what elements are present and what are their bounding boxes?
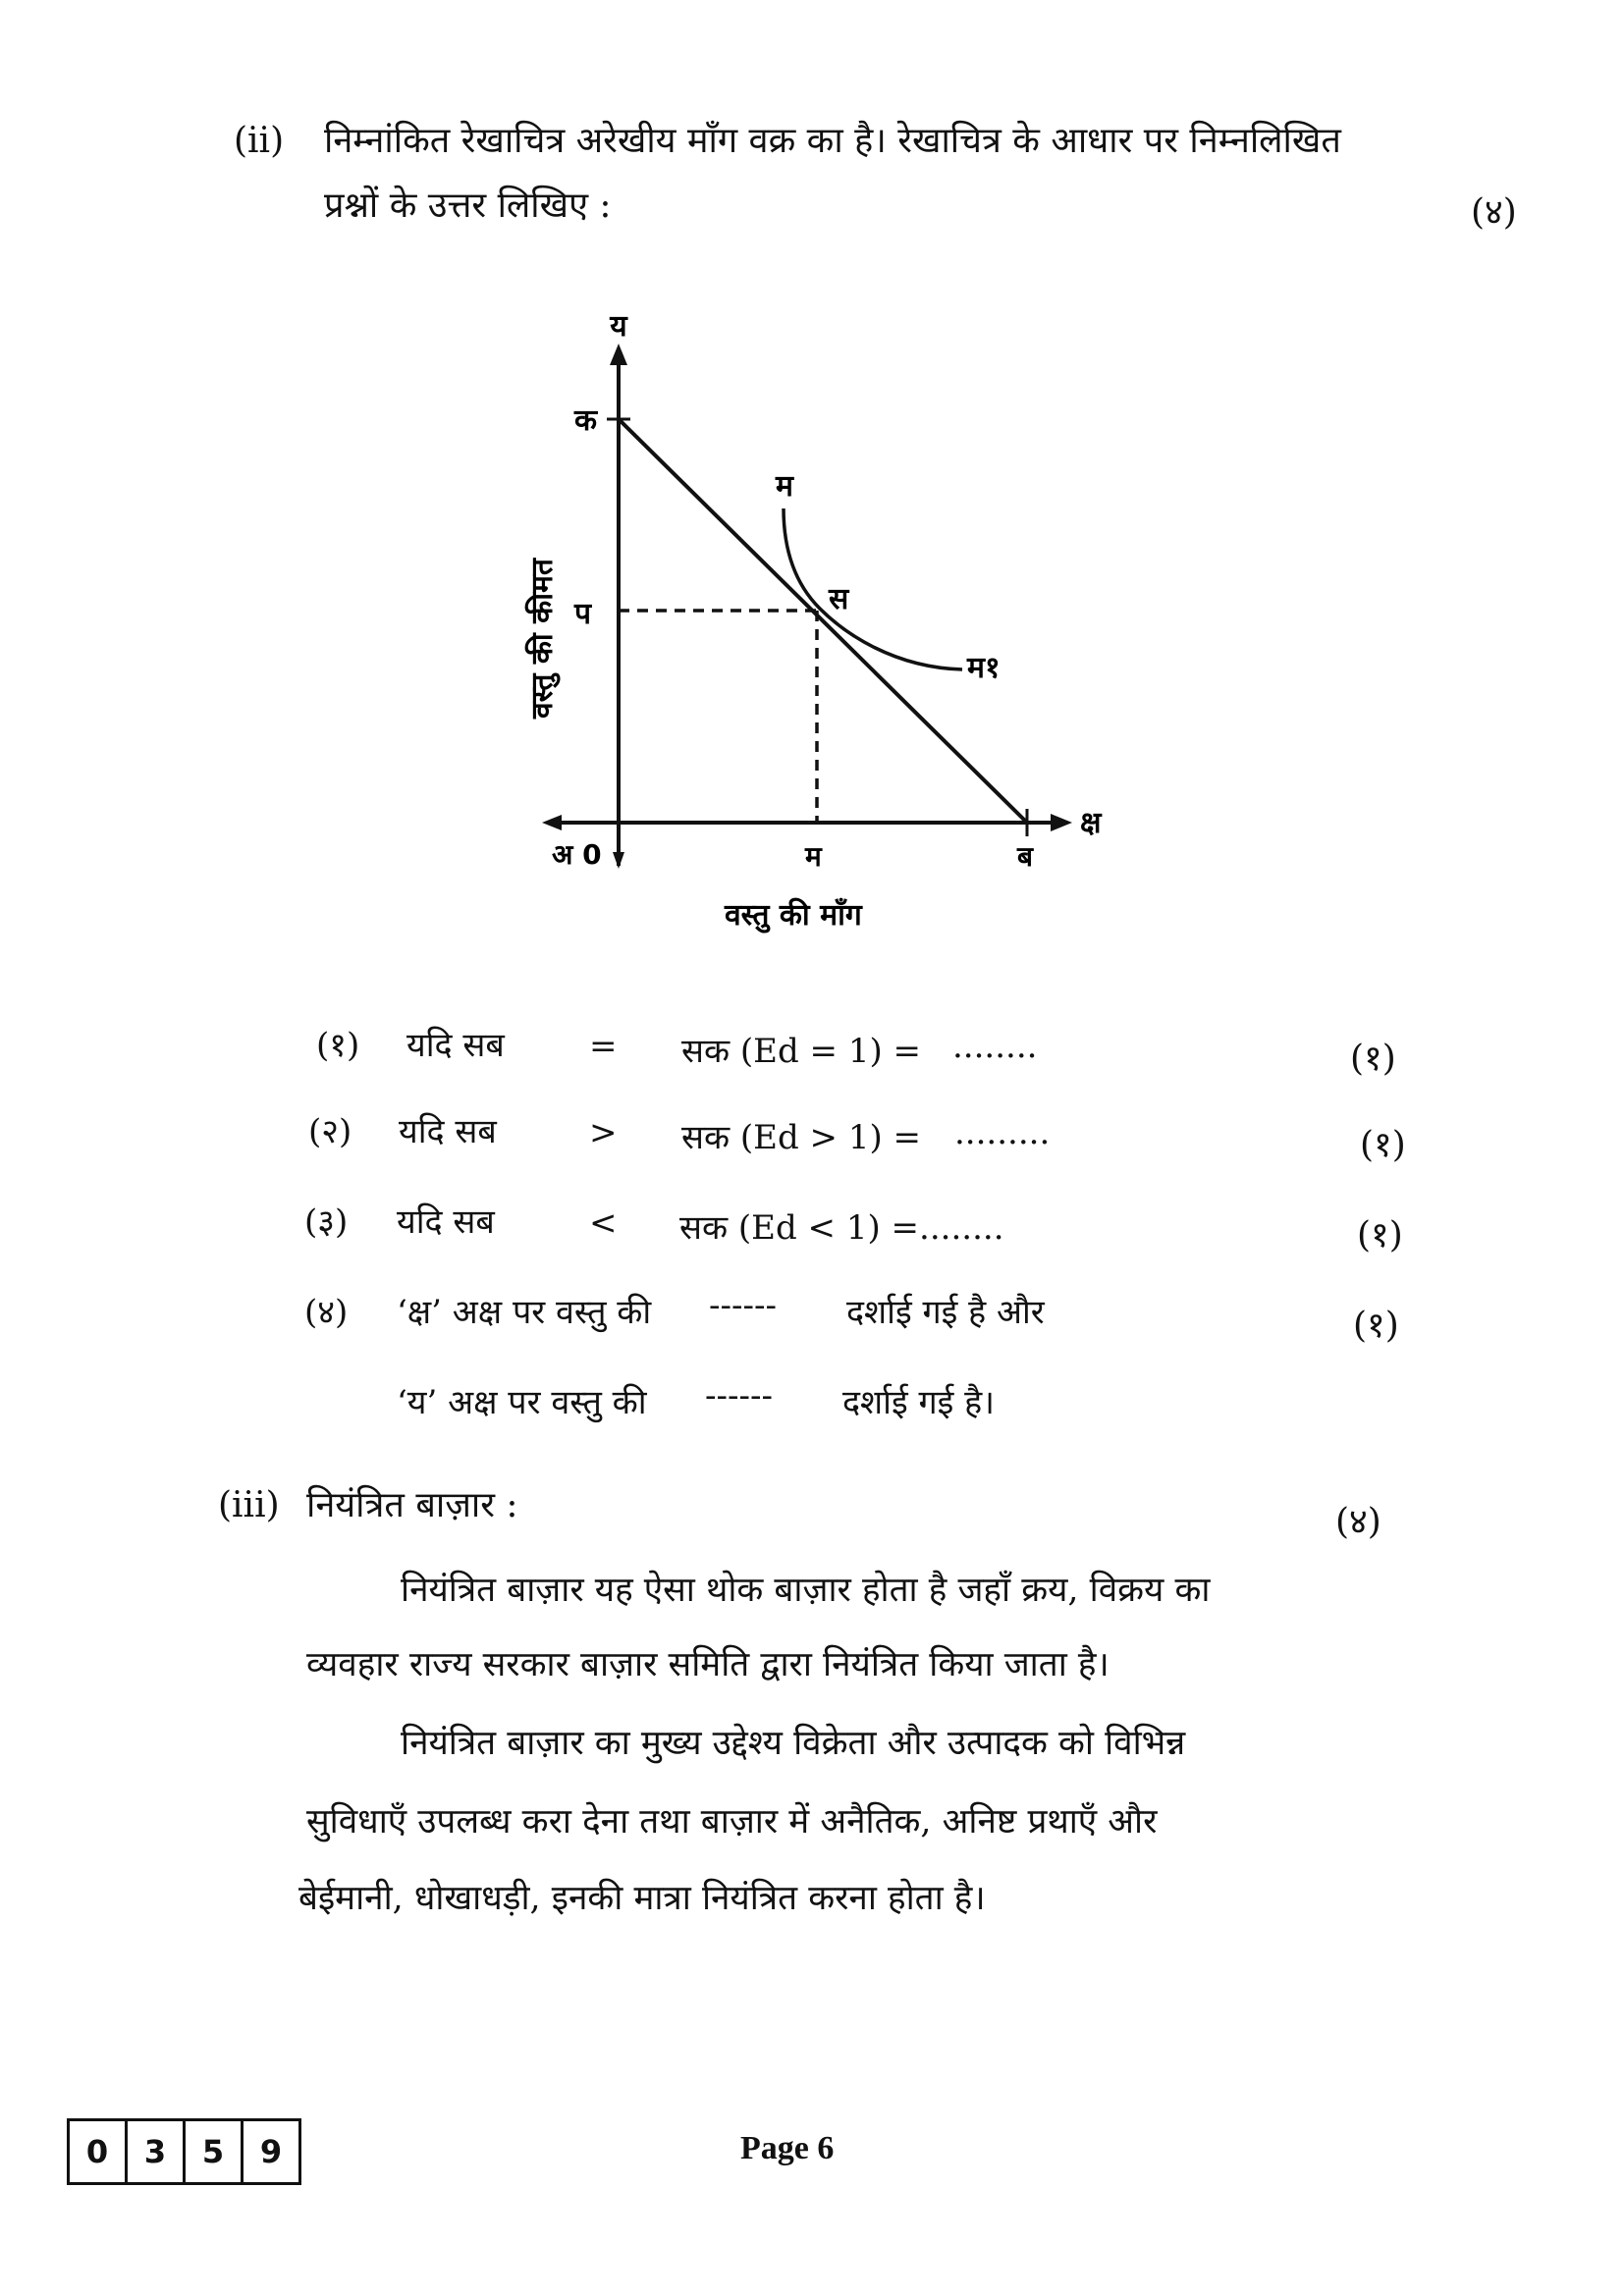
para2-line1: नियंत्रित बाज़ार का मुख्य उद्देश्य विक्रेता और उत्पादक को विभिन्न [401, 1724, 1186, 1763]
row4-line1-a: ‘क्ष’ अक्ष पर वस्तु की [397, 1293, 652, 1332]
para2-line2: सुविधाएँ उपलब्ध करा देना तथा बाज़ार में अनैतिक, अनिष्ट प्रथाएँ और [306, 1802, 1158, 1842]
page-number: Page 6 [740, 2130, 835, 2166]
row4-line2-a: ‘य’ अक्ष पर वस्तु की [397, 1383, 647, 1422]
row4-number: (४) [304, 1293, 349, 1332]
demand-curve-diagram [471, 285, 1159, 952]
m-bottom-label: म [805, 840, 822, 873]
y-axis-letter: य [610, 309, 627, 344]
question-ii-line1: निम्नांकित रेखाचित्र अरेखीय माँग वक्र का है। रेखाचित्र के आधार पर निम्नलिखित [324, 121, 1341, 161]
row2-number: (२) [308, 1112, 352, 1151]
row1-blank: ........ [952, 1027, 1038, 1066]
row2-marks: (१) [1360, 1125, 1406, 1165]
question-iii-marks: (४) [1335, 1502, 1381, 1542]
question-ii-marks: (४) [1471, 192, 1517, 233]
row3-number: (३) [304, 1202, 349, 1242]
row3-lhs: यदि सब [397, 1202, 495, 1242]
row4-marks: (१) [1353, 1306, 1399, 1346]
paper-code-box [67, 2118, 301, 2185]
row1-marks: (१) [1350, 1039, 1396, 1079]
question-iii-title: नियंत्रित बाज़ार : [306, 1485, 518, 1525]
x-axis-arrow-left [542, 815, 562, 830]
row2-blank: ......... [954, 1113, 1051, 1152]
code-digit: 9 [259, 2133, 283, 2170]
question-ii-line2: प्रश्नों के उत्तर लिखिए : [324, 186, 612, 226]
b-label: ब [1017, 840, 1033, 873]
x-axis-title: वस्तु की माँग [725, 898, 862, 933]
nonlinear-demand-curve [784, 508, 962, 669]
code-digit: 0 [70, 2121, 128, 2182]
row1-operator: = [589, 1027, 618, 1066]
row2-operator: > [589, 1113, 618, 1152]
k-label: क [574, 403, 598, 438]
row4-line2-blank: ------ [705, 1376, 773, 1415]
row2-rhs: सक (Ed > 1) = [681, 1118, 922, 1157]
row3-rhs: सक (Ed < 1) =........ [679, 1208, 1004, 1248]
y-axis-arrow-down [613, 852, 624, 869]
row4-line2-b: दर्शाई गई है। [842, 1383, 996, 1422]
y-axis-arrow-up [610, 344, 627, 365]
m1-label: म१ [967, 651, 1001, 685]
para1-line1: नियंत्रित बाज़ार यह ऐसा थोक बाज़ार होता है जहाँ क्रय, विक्रय का [401, 1571, 1211, 1610]
code-digit: 3 [128, 2121, 186, 2182]
row1-lhs: यदि सब [406, 1026, 505, 1065]
code-digit: 5 [186, 2121, 244, 2182]
row4-line1-blank: ------ [709, 1286, 777, 1325]
question-ii-number: (ii) [234, 121, 285, 161]
para1-line2: व्यवहार राज्य सरकार बाज़ार समिति द्वारा नियंत्रित किया जाता है। [306, 1645, 1110, 1684]
row2-lhs: यदि सब [399, 1112, 497, 1151]
para2-line3: बेईमानी, धोखाधड़ी, इनकी मात्रा नियंत्रित करना होता है। [298, 1879, 986, 1918]
row3-marks: (१) [1357, 1215, 1403, 1255]
y-axis-title: वस्तु की कीमत [525, 559, 560, 719]
p-label: प [574, 597, 592, 631]
x-axis-letter: क्ष [1080, 806, 1102, 840]
origin-label: अ 0 [552, 838, 602, 871]
s-label: स [829, 582, 849, 616]
row1-number: (१) [316, 1026, 360, 1065]
question-iii-number: (iii) [218, 1485, 280, 1525]
m-top-label: म [776, 469, 793, 504]
row3-operator: < [589, 1203, 618, 1243]
straight-demand-line [619, 419, 1027, 823]
x-axis-arrow-right [1051, 814, 1072, 831]
row1-rhs: सक (Ed = 1) = [681, 1032, 922, 1071]
row4-line1-b: दर्शाई गई है और [846, 1293, 1045, 1332]
